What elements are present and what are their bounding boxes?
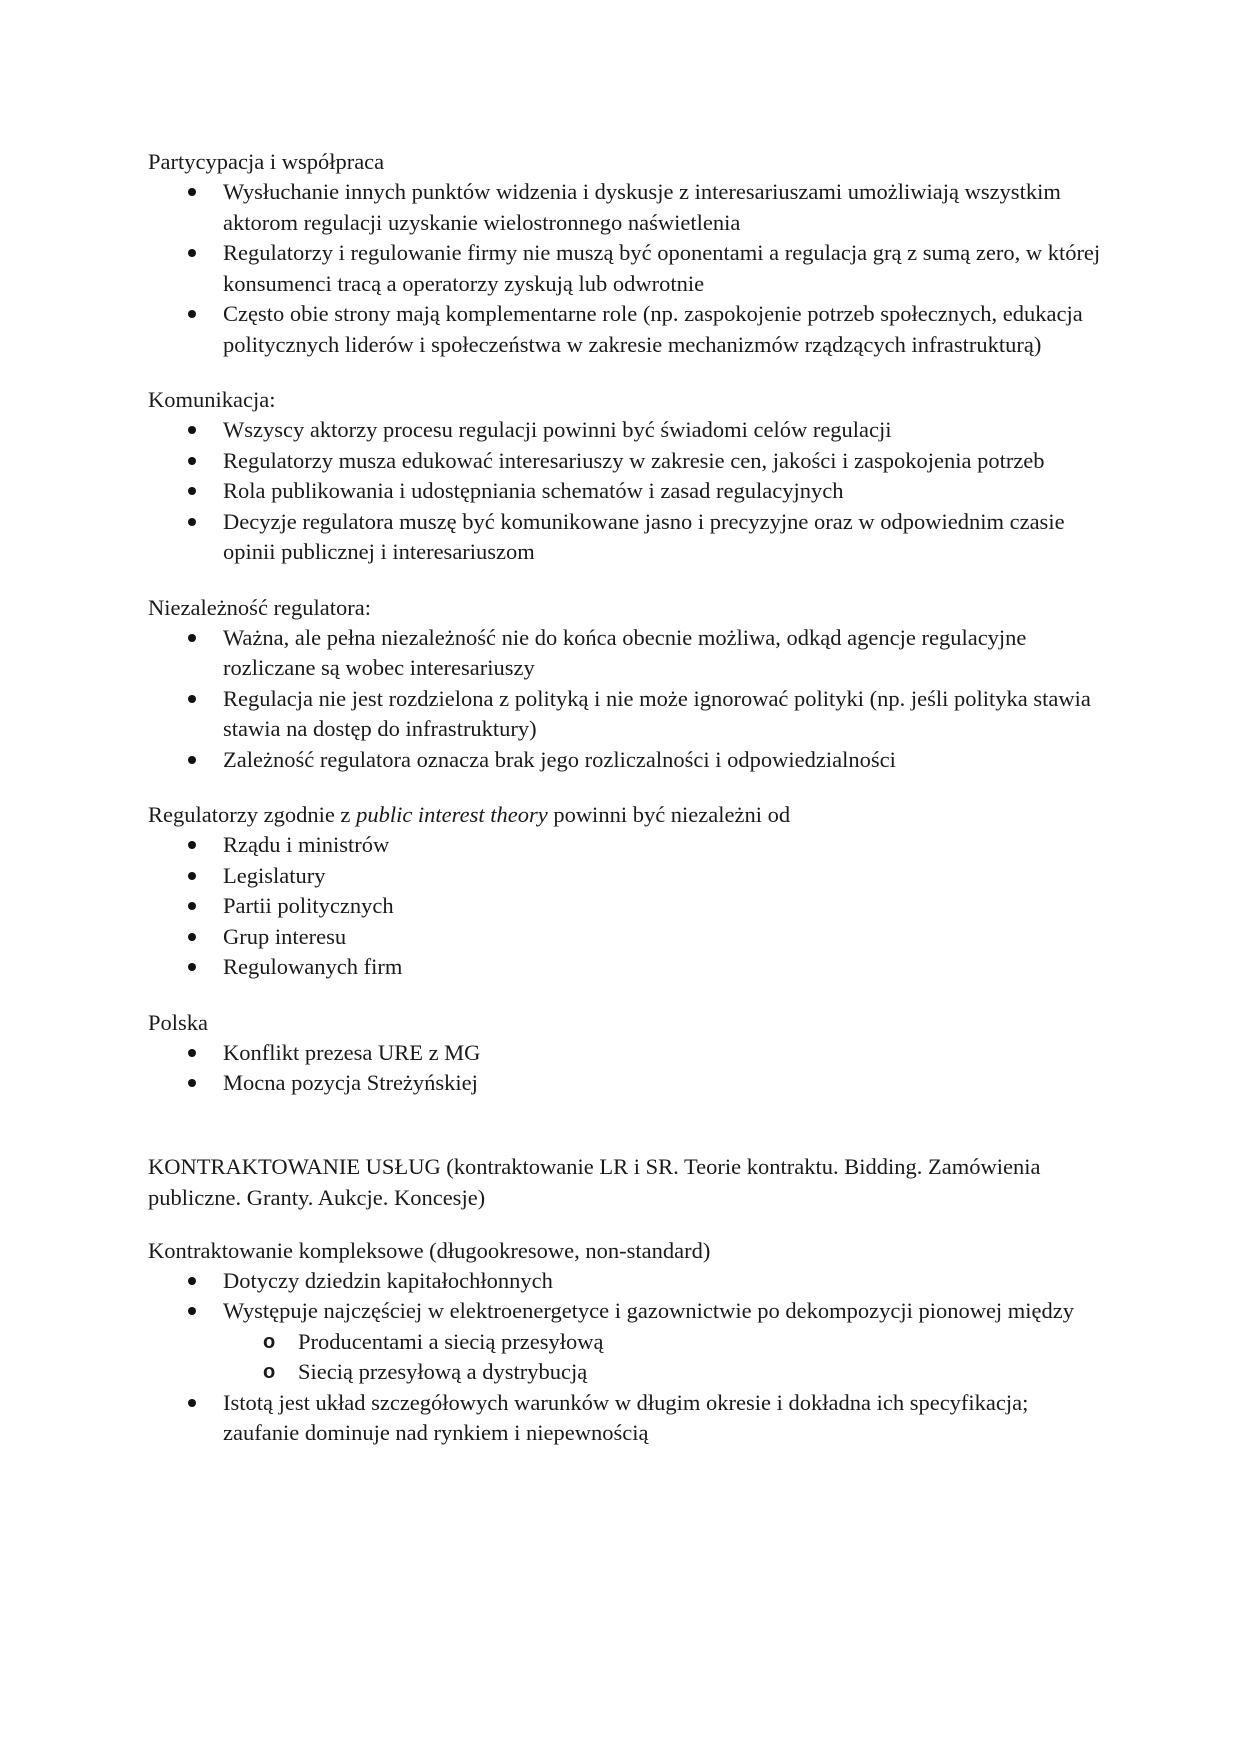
- bullet-list: [148, 415, 1108, 568]
- list-item-text: Występuje najczęściej w elektroenergetyce i gazownictwie po dekompozycji pionowej między: [223, 1298, 1075, 1323]
- list-item: Rola publikowania i udostępniania schematów i zasad regulacyjnych: [148, 476, 1108, 507]
- section-heading: [148, 799, 1108, 830]
- list-item: Legislatury: [148, 861, 1108, 892]
- list-item: Dotyczy dziedzin kapitałochłonnych: [148, 1266, 1108, 1297]
- section-heading: Partycypacja i współpraca: [148, 149, 385, 174]
- bullet-list: [148, 1266, 1108, 1449]
- document-page: [148, 146, 1108, 1449]
- list-item: Często obie strony mają komplementarne role (np. zaspokojenie potrzeb społecznych, edukacja politycznych liderów i społeczeństwa w zakresie mechanizmów rządzących infrastrukturą): [148, 299, 1108, 360]
- list-item: Regulacja nie jest rozdzielona z polityką i nie może ignorować polityki (np. jeśli polityka stawia stawia na dostęp do infrastruktury): [148, 684, 1108, 745]
- sub-list-item: o Producentami a siecią przesyłową: [223, 1327, 1108, 1358]
- list-item: Wszyscy aktorzy procesu regulacji powinni być świadomi celów regulacji: [148, 415, 1108, 446]
- list-item: Wysłuchanie innych punktów widzenia i dyskusje z interesariuszami umożliwiają wszystkim aktorom regulacji uzyskanie wielostronnego naświetlenia: [148, 177, 1108, 238]
- bullet-list: [148, 177, 1108, 360]
- list-item: Regulowanych firm: [148, 952, 1108, 983]
- list-item: Partii politycznych: [148, 891, 1108, 922]
- chapter-heading: KONTRAKTOWANIE USŁUG (kontraktowanie LR i SR. Teorie kontraktu. Bidding. Zamówienia publiczne. Granty. Aukcje. Koncesje): [148, 1153, 1041, 1210]
- heading-text-before: Regulatorzy zgodnie z: [148, 802, 357, 827]
- heading-italic-term: public interest theory: [356, 802, 548, 827]
- section-kontraktowanie: [148, 1235, 1108, 1449]
- section-partycypacja: [148, 146, 1108, 360]
- list-item: Regulatorzy musza edukować interesariuszy w zakresie cen, jakości i zaspokojenia potrzeb: [148, 446, 1108, 477]
- section-heading: Kontraktowanie kompleksowe (długookresowe, non-standard): [148, 1237, 711, 1263]
- list-item: Mocna pozycja Streżyńskiej: [148, 1068, 1108, 1099]
- section-niezaleznosc: [148, 592, 1108, 776]
- bullet-list: [148, 830, 1108, 983]
- section-heading: Komunikacja:: [148, 387, 276, 412]
- bullet-list: [148, 623, 1108, 776]
- heading-text-after: powinni być niezależni od: [547, 802, 791, 827]
- list-item: Decyzje regulatora muszę być komunikowane jasno i precyzyjne oraz w odpowiednim czasie opinii publicznej i interesariuszom: [148, 507, 1108, 568]
- list-item: Regulatorzy i regulowanie firmy nie muszą być oponentami a regulacja grą z sumą zero, w której konsumenci tracą a operatorzy zyskują lub odwrotnie: [148, 238, 1108, 299]
- section-public-interest: [148, 799, 1108, 983]
- list-item: Konflikt prezesa URE z MG: [148, 1038, 1108, 1069]
- list-item: Ważna, ale pełna niezależność nie do końca obecnie możliwa, odkąd agencje regulacyjne rozliczane są wobec interesariuszy: [148, 623, 1108, 684]
- list-item: Rządu i ministrów: [148, 830, 1108, 861]
- section-heading: Niezależność regulatora:: [148, 594, 372, 620]
- section-polska: [148, 1007, 1108, 1099]
- list-item: Zależność regulatora oznacza brak jego rozliczalności i odpowiedzialności: [148, 745, 1108, 776]
- list-item: Istotą jest układ szczegółowych warunków w długim okresie i dokładna ich specyfikacja; zaufanie dominuje nad rynkiem i niepewnością: [148, 1388, 1108, 1449]
- list-item: Grup interesu: [148, 922, 1108, 953]
- section-komunikacja: [148, 384, 1108, 568]
- section-heading: Polska: [148, 1009, 209, 1035]
- list-item: [148, 1296, 1108, 1388]
- bullet-list: [148, 1038, 1108, 1099]
- sub-list-item: o Siecią przesyłową a dystrybucją: [223, 1357, 1108, 1388]
- sub-list: [223, 1327, 1108, 1388]
